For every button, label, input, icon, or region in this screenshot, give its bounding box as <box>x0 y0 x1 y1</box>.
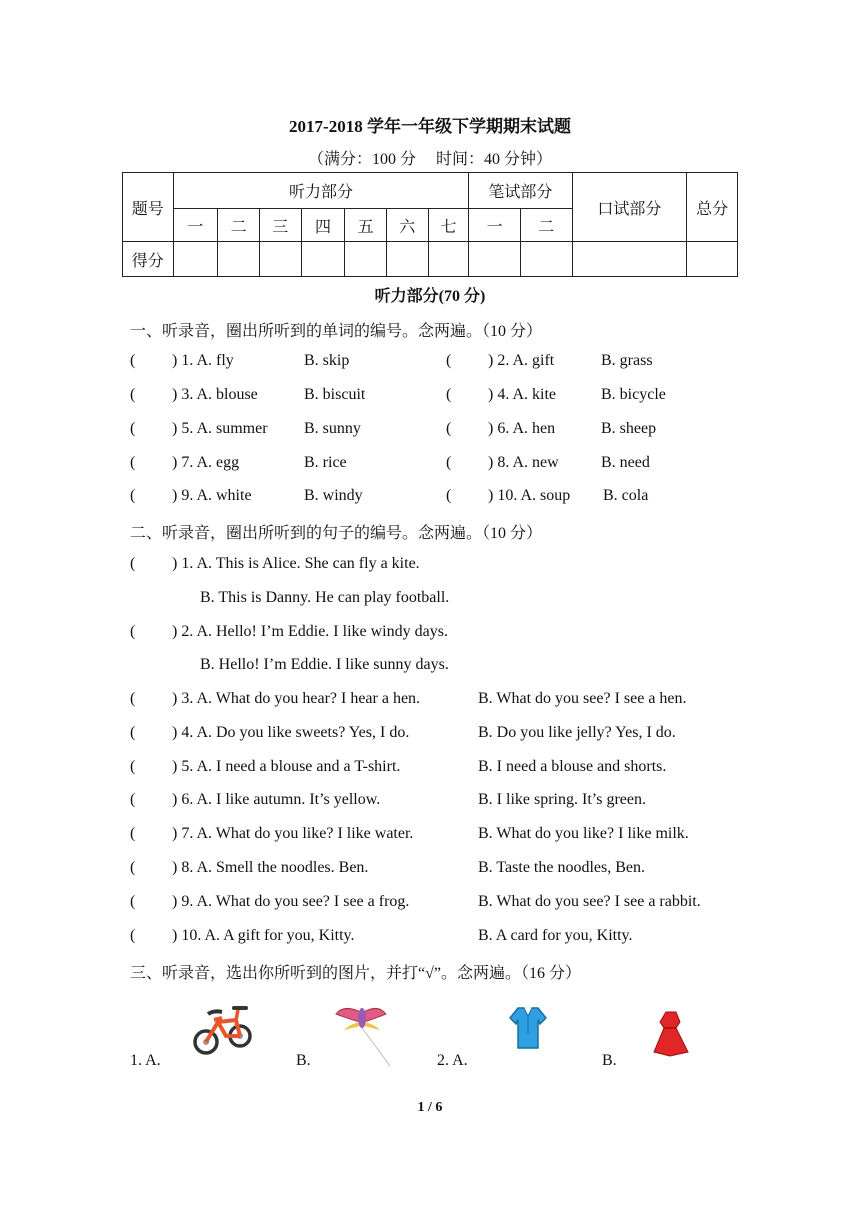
sentence-option-a: ) 10. A. A gift for you, Kitty. <box>172 927 355 944</box>
answer-paren[interactable]: ( <box>130 352 136 369</box>
score-cell[interactable] <box>386 242 428 277</box>
picture-option-label: 1. A. <box>130 1052 161 1069</box>
sentence-option-a: ) 6. A. I like autumn. It’s yellow. <box>172 791 381 808</box>
score-cell[interactable] <box>301 242 345 277</box>
listening-col-6: 六 <box>386 209 428 242</box>
bicycle-picture[interactable] <box>192 998 254 1058</box>
answer-paren[interactable]: ( <box>130 791 136 808</box>
answer-paren[interactable]: ( <box>130 859 136 876</box>
answer-paren[interactable]: ( <box>130 690 136 707</box>
option-b: B. windy <box>304 487 363 504</box>
writing-col-2: 二 <box>520 209 572 242</box>
listening-col-2: 二 <box>218 209 260 242</box>
answer-paren[interactable]: ( <box>446 454 452 471</box>
sentence-option-b: B. I like spring. It’s green. <box>478 791 646 808</box>
sentence-option-b: B. Do you like jelly? Yes, I do. <box>478 724 676 741</box>
writing-col-1: 一 <box>469 209 521 242</box>
sentence-option-a: ) 5. A. I need a blouse and a T-shirt. <box>172 758 401 775</box>
answer-paren[interactable]: ( <box>130 555 136 572</box>
question-number-label: 题号 <box>123 173 174 242</box>
sentence-option-b: B. Taste the noodles, Ben. <box>478 859 646 876</box>
answer-paren[interactable]: ( <box>446 420 452 437</box>
listening-header: 听力部分 <box>173 173 469 209</box>
page-number: 1 / 6 <box>417 1100 443 1115</box>
oral-header: 口试部分 <box>572 173 687 242</box>
score-cell[interactable] <box>259 242 301 277</box>
score-cell[interactable] <box>218 242 260 277</box>
listening-section-title: 听力部分(70 分) <box>374 288 486 305</box>
picture-option-label: 2. A. <box>437 1052 468 1069</box>
score-cell[interactable] <box>687 242 738 277</box>
score-cell[interactable] <box>520 242 572 277</box>
answer-paren[interactable]: ( <box>130 623 136 640</box>
page-title: 2017-2018 学年一年级下学期期末试题 <box>289 117 571 136</box>
kite-picture[interactable] <box>330 1000 392 1068</box>
score-cell[interactable] <box>428 242 469 277</box>
option-a: ) 7. A. egg <box>172 454 240 471</box>
score-table <box>122 172 738 277</box>
part1-heading: 一、听录音，圈出所听到的单词的编号。念两遍。（10 分） <box>130 323 543 340</box>
answer-paren[interactable]: ( <box>130 825 136 842</box>
listening-col-3: 三 <box>259 209 301 242</box>
writing-header: 笔试部分 <box>469 173 572 209</box>
score-cell[interactable] <box>173 242 218 277</box>
answer-paren[interactable]: ( <box>446 386 452 403</box>
sentence-option-b: B. What do you like? I like milk. <box>478 825 689 842</box>
answer-paren[interactable]: ( <box>446 487 452 504</box>
sentence-option-b: B. A card for you, Kitty. <box>478 927 633 944</box>
option-a: ) 8. A. new <box>488 454 559 471</box>
answer-paren[interactable]: ( <box>130 454 136 471</box>
option-a: ) 2. A. gift <box>488 352 555 369</box>
option-b: B. rice <box>304 454 347 471</box>
part2-heading: 二、听录音，圈出所听到的句子的编号。念两遍。（10 分） <box>130 525 543 542</box>
sentence-option-a: ) 3. A. What do you hear? I hear a hen. <box>172 690 421 707</box>
sentence-option-a: ) 8. A. Smell the noodles. Ben. <box>172 859 369 876</box>
option-a: ) 6. A. hen <box>488 420 556 437</box>
sentence-option-a: ) 4. A. Do you like sweets? Yes, I do. <box>172 724 410 741</box>
dress-picture[interactable] <box>648 1008 694 1058</box>
option-b: B. cola <box>603 487 649 504</box>
sentence-option-a: ) 7. A. What do you like? I like water. <box>172 825 414 842</box>
sentence-option-b: B. What do you see? I see a rabbit. <box>478 893 701 910</box>
listening-col-4: 四 <box>301 209 345 242</box>
option-b: B. need <box>601 454 650 471</box>
option-a: ) 4. A. kite <box>488 386 556 403</box>
score-cell[interactable] <box>572 242 687 277</box>
sentence-option-b: B. This is Danny. He can play football. <box>200 589 450 606</box>
option-b: B. bicycle <box>601 386 666 403</box>
sentence-option-a: ) 2. A. Hello! I’m Eddie. I like windy days. <box>172 623 448 640</box>
option-b: B. biscuit <box>304 386 366 403</box>
option-a: ) 3. A. blouse <box>172 386 258 403</box>
sentence-option-a: ) 1. A. This is Alice. She can fly a kite. <box>172 555 420 572</box>
option-b: B. skip <box>304 352 350 369</box>
listening-col-7: 七 <box>428 209 469 242</box>
answer-paren[interactable]: ( <box>130 893 136 910</box>
option-a: ) 1. A. fly <box>172 352 234 369</box>
option-a: ) 9. A. white <box>172 487 252 504</box>
page-subtitle: （满分：100 分 时间：40 分钟） <box>307 151 552 168</box>
sentence-option-b: B. Hello! I’m Eddie. I like sunny days. <box>200 656 449 673</box>
sentence-option-b: B. I need a blouse and shorts. <box>478 758 667 775</box>
answer-paren[interactable]: ( <box>130 758 136 775</box>
total-header: 总分 <box>687 173 738 242</box>
score-label: 得分 <box>123 242 174 277</box>
picture-option-label: B. <box>296 1052 311 1069</box>
listening-col-5: 五 <box>345 209 387 242</box>
answer-paren[interactable]: ( <box>130 487 136 504</box>
option-a: ) 10. A. soup <box>488 487 571 504</box>
sentence-option-a: ) 9. A. What do you see? I see a frog. <box>172 893 410 910</box>
answer-paren[interactable]: ( <box>130 420 136 437</box>
option-a: ) 5. A. summer <box>172 420 268 437</box>
answer-paren[interactable]: ( <box>446 352 452 369</box>
sentence-option-b: B. What do you see? I see a hen. <box>478 690 687 707</box>
listening-col-1: 一 <box>173 209 218 242</box>
shirt-picture[interactable] <box>506 1004 550 1052</box>
option-b: B. sunny <box>304 420 361 437</box>
answer-paren[interactable]: ( <box>130 927 136 944</box>
answer-paren[interactable]: ( <box>130 724 136 741</box>
option-b: B. sheep <box>601 420 657 437</box>
part3-heading: 三、听录音，选出你所听到的图片，并打“√”。念两遍。（16 分） <box>130 965 581 982</box>
picture-option-label: B. <box>602 1052 617 1069</box>
answer-paren[interactable]: ( <box>130 386 136 403</box>
score-cell[interactable] <box>345 242 387 277</box>
score-cell[interactable] <box>469 242 521 277</box>
option-b: B. grass <box>601 352 653 369</box>
